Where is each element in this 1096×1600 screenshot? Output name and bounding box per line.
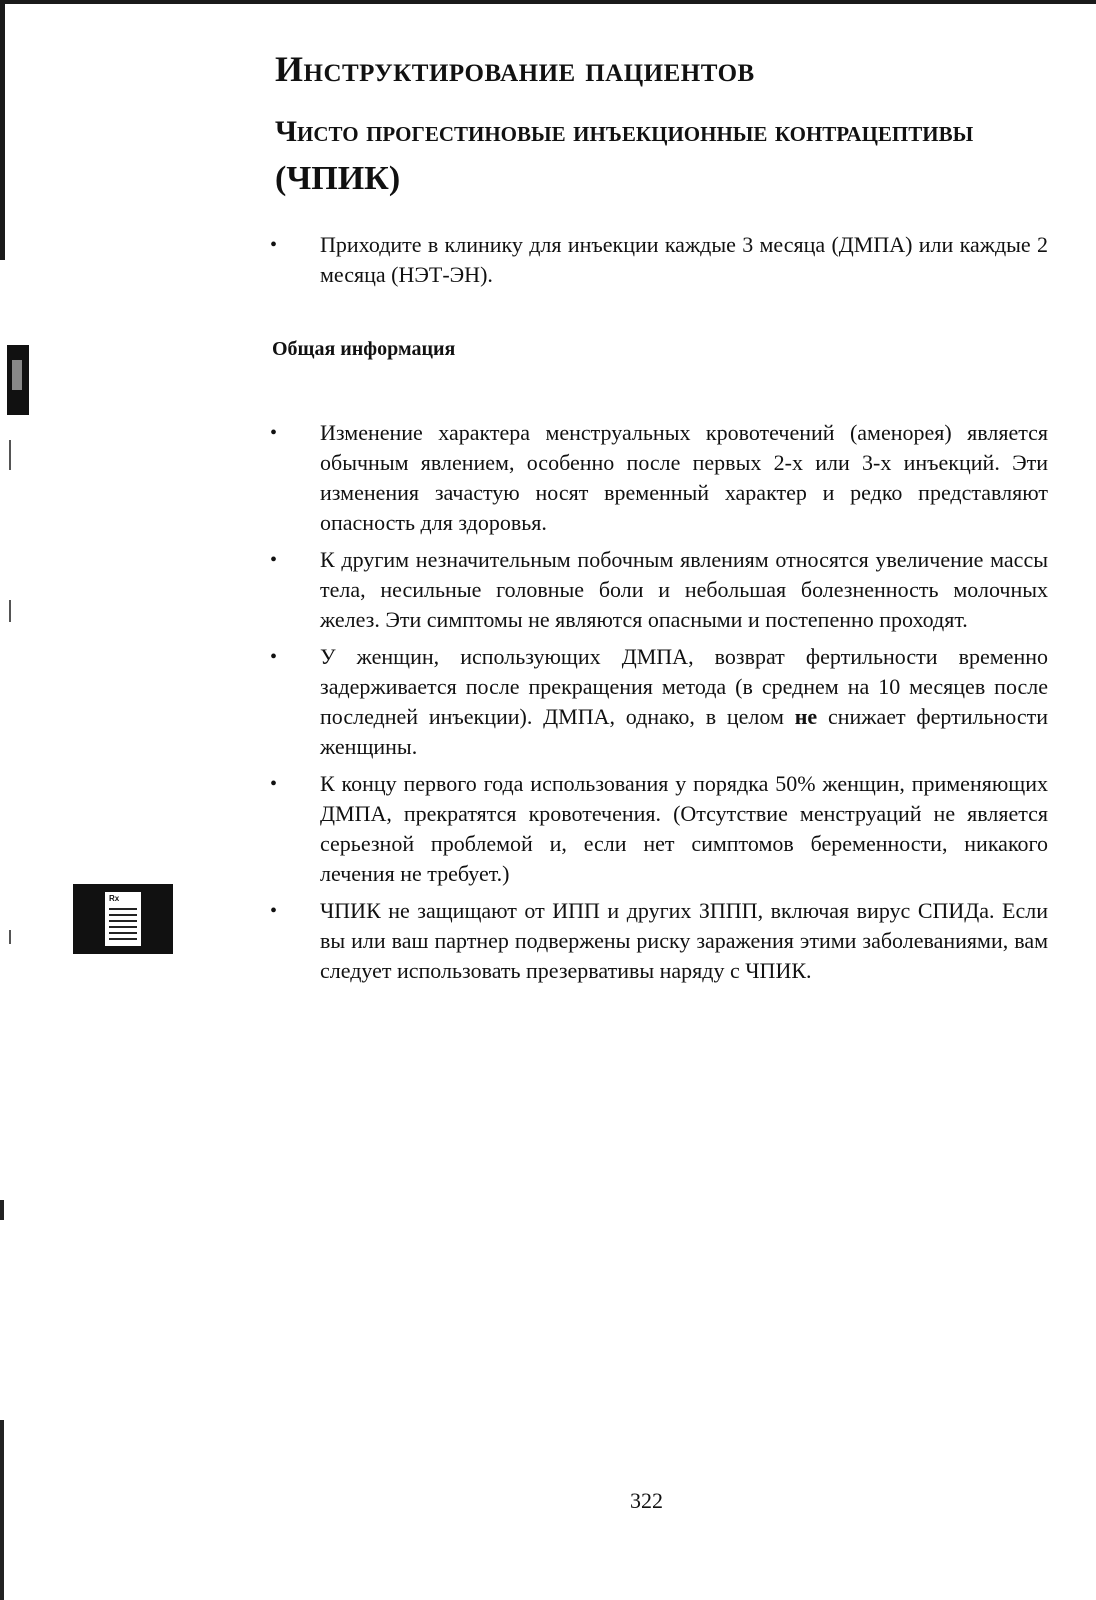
rx-text-line [109, 932, 137, 934]
subtitle-abbreviation: (ЧПИК) [275, 159, 401, 197]
intro-bullet-list [268, 230, 1048, 297]
scan-edge-left-lower [0, 820, 4, 1600]
rx-label: Rx [109, 894, 120, 903]
rx-text-line [109, 926, 137, 928]
general-info-bullet-list [268, 418, 1048, 993]
page-title: Инструктирование пациентов [275, 49, 755, 89]
section-heading: Общая информация [272, 338, 456, 360]
scan-edge-left [0, 0, 5, 260]
list-item-text: снижает фертильности женщины. [320, 704, 1048, 759]
list-item [268, 642, 1048, 762]
rx-text-line [109, 938, 137, 940]
rx-text-line [109, 908, 137, 910]
scan-speck [9, 930, 11, 944]
scan-speck [9, 440, 11, 470]
page-subtitle [275, 110, 1055, 203]
subtitle-text: Чисто прогестиновые инъекционные контрацептивы [275, 115, 974, 148]
list-item: • ЧПИК не защищают от ИПП и других ЗППП, включая вирус СПИДа. Если вы или ваш партнер подвержены риску заражения этими заболеваниями, вам следует использовать презервативы наряду с ЧПИК. [268, 896, 1048, 986]
list-item-text: У женщин, использующих ДМПА, возврат фертильности временно задерживается после прекращения метода (в среднем на 10 месяцев после последней инъекции). ДМПА, однако, в целом [320, 644, 1048, 729]
list-item: • Приходите в клинику для инъекции каждые 3 месяца (ДМПА) или каждые 2 месяца (НЭТ-ЭН). [268, 230, 1048, 290]
rx-document-icon [73, 884, 173, 954]
scan-speck [9, 600, 11, 622]
list-item: • К другим незначительным побочным явлениям относятся увеличение массы тела, несильные головные боли и небольшая болезненность молочных желез. Эти симптомы не являются опасными и постепенно проходят. [268, 545, 1048, 635]
list-item: • К концу первого года использования у порядка 50% женщин, применяющих ДМПА, прекратятся кровотечения. (Отсутствие менструаций не является серьезной проблемой и, если нет симптомов беременности, никакого лечения не требует.) [268, 769, 1048, 889]
thumb-index-tab-inner [12, 360, 22, 390]
page-number: 322 [630, 1488, 663, 1513]
list-item: • Изменение характера менструальных кровотечений (аменорея) является обычным явлением, особенно после первых 2-х или 3-х инъекций. Эти изменения зачастую носят временный характер и редко представляют опасность для здоровья. [268, 418, 1048, 538]
emphasis-text: не [794, 704, 818, 729]
scan-edge-top [0, 0, 1096, 4]
rx-paper-icon [105, 892, 141, 946]
rx-text-line [109, 920, 137, 922]
rx-text-line [109, 914, 137, 916]
